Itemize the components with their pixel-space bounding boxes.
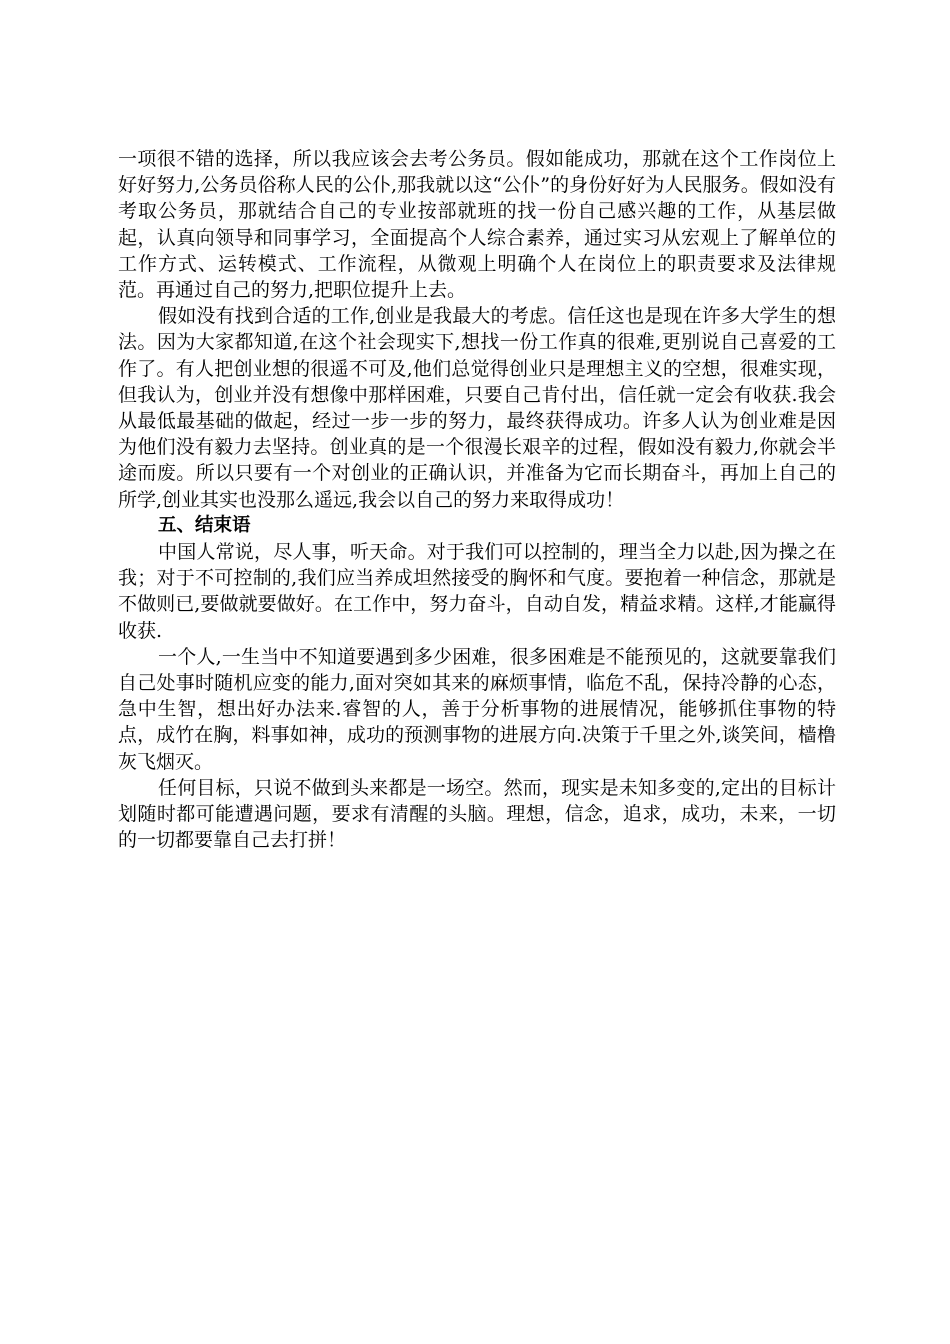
paragraph-conclusion-1: 中国人常说，尽人事，听天命。对于我们可以控制的，理当全力以赴,因为操之在我；对于不可控制的,我们应当养成坦然接受的胸怀和气度。要抱着一种信念，那就是不做则已,要做就要做好。在工作中，努力奋斗，自动自发，精益求精。这样,才能赢得收获.	[118, 541, 836, 642]
paragraph-conclusion-3: 任何目标，只说不做到头来都是一场空。然而，现实是未知多变的,定出的目标计划随时都可能遭遇问题，要求有清醒的头脑。理想，信念，追求，成功，未来，一切的一切都要靠自己去打拼！	[118, 776, 836, 852]
paragraph-conclusion-2: 一个人,一生当中不知道要遇到多少困难，很多困难是不能预见的，这就要靠我们自己处事时随机应变的能力,面对突如其来的麻烦事情，临危不乱，保持冷静的心态，急中生智，想出好办法来.睿智的人，善于分析事物的进展情况，能够抓住事物的特点，成竹在胸，料事如神，成功的预测事物的进展方向.决策于千里之外,谈笑间，樯橹灰飞烟灭。	[118, 645, 836, 773]
section-heading-conclusion: 五、结束语	[158, 514, 251, 536]
paragraph-entrepreneurship: 假如没有找到合适的工作,创业是我最大的考虑。信任这也是现在许多大学生的想法。因为大家都知道,在这个社会现实下,想找一份工作真的很难,更别说自己喜爱的工作了。有人把创业想的很遥不可及,他们总觉得创业只是理想主义的空想，很难实现，但我认为，创业并没有想像中那样困难，只要自己肯付出，信任就一定会有收获.我会从最低最基础的做起，经过一步一步的努力，最终获得成功。许多人认为创业难是因为他们没有毅力去坚持。创业真的是一个很漫长艰辛的过程，假如没有毅力,你就会半途而废。所以只要有一个对创业的正确认识，并准备为它而长期奋斗，再加上自己的所学,创业其实也没那么遥远,我会以自己的努力来取得成功！	[118, 305, 836, 511]
document-body	[118, 146, 836, 853]
paragraph-civil-servant: 一项很不错的选择，所以我应该会去考公务员。假如能成功，那就在这个工作岗位上好好努力,公务员俗称人民的公仆,那我就以这“公仆”的身份好好为人民服务。假如没有考取公务员，那就结合自己的专业按部就班的找一份自己感兴趣的工作，从基层做起，认真向领导和同事学习，全面提高个人综合素养，通过实习从宏观上了解单位的工作方式、运转模式、工作流程，从微观上明确个人在岗位上的职责要求及法律规范。再通过自己的努力,把职位提升上去。	[118, 148, 836, 302]
